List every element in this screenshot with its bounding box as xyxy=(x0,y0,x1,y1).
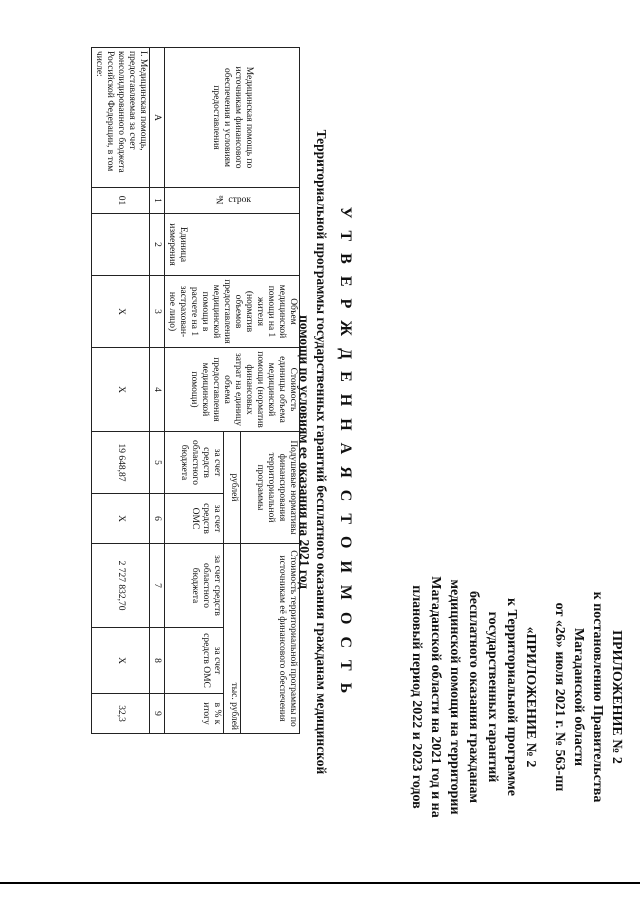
header-col-6: за счет средств ОМС xyxy=(165,494,224,544)
col-number: 4 xyxy=(150,348,165,432)
header-col-9: в % к итогу xyxy=(165,694,224,734)
row-number: 01 xyxy=(92,188,150,214)
col-number: 3 xyxy=(150,276,165,348)
header-unit-rubles: рублей xyxy=(223,432,241,544)
appendix-sub2: государственных гарантий xyxy=(485,611,500,783)
col-number: 1 xyxy=(150,188,165,214)
appendix-line2: Магаданской области xyxy=(571,627,586,767)
col-number: 9 xyxy=(150,694,165,734)
appendix-sub6: плановый период 2022 и 2023 годов xyxy=(409,585,424,809)
header-col-a: Медицинская помощь по источникам финансового обеспечения и условиям предоставления xyxy=(165,48,300,188)
row-unit xyxy=(92,214,150,276)
row-value-col8: Х xyxy=(92,628,150,694)
row-value-col3: Х xyxy=(92,276,150,348)
approved-cost-title: У Т В Е Р Ж Д Е Н Н А Я С Т О И М О С Т Ь xyxy=(337,206,354,698)
appendix-title: ПРИЛОЖЕНИЕ № 2 xyxy=(609,630,624,764)
appendix-title-2: «ПРИЛОЖЕНИЕ № 2 xyxy=(523,626,538,768)
appendix-sub3: бесплатного оказания гражданам xyxy=(466,590,481,804)
program-subtitle-line2: помощи по условиям ее оказания на 2021 год xyxy=(297,315,312,589)
header-group-7-9: Стоимость территориальной программы по источникам её финансового обеспечения xyxy=(241,544,300,734)
col-number: 8 xyxy=(150,628,165,694)
row-value-col5: 19 648,87 xyxy=(92,432,150,494)
col-number: 5 xyxy=(150,432,165,494)
header-col-2: Единица измерения xyxy=(165,214,300,276)
header-col-4: Стоимость единицы объема медицинской помощи (норматив финансовых затрат на единицу объема предоставления медицинской помощи) xyxy=(165,348,300,432)
row-value-col6: Х xyxy=(92,494,150,544)
column-number-row xyxy=(150,48,165,734)
row-value-col9: 32,3 xyxy=(92,694,150,734)
header-unit-thousand-rubles: тыс. рублей xyxy=(223,544,241,734)
spacer xyxy=(540,502,550,892)
appendix-sub4: медицинской помощи на территории xyxy=(447,579,462,815)
col-number: А xyxy=(150,48,165,188)
cost-table xyxy=(91,47,300,734)
header-row-1 xyxy=(241,48,300,734)
header-group-5-6: Подушевые нормативы финансирования территориальной программы xyxy=(241,432,300,544)
appendix-header xyxy=(407,502,626,892)
header-col-8: за счет средств ОМС xyxy=(165,628,224,694)
header-col-3: Объем медицинской помощи на 1 жителя (норматив объемов предоставления медицинской помощи в расчете на 1 застрахован-ное лицо) xyxy=(165,276,300,348)
program-subtitle-line1: Территориальной программы государственных гарантий бесплатного оказания гражданам медицинской xyxy=(314,129,329,775)
document-heading xyxy=(296,12,354,892)
header-col-7: за счет средств областного бюджета xyxy=(165,544,224,628)
col-number: 7 xyxy=(150,544,165,628)
appendix-line1: к постановлению Правительства xyxy=(590,591,605,803)
row-label: I. Медицинская помощь, предоставляемая за счет консолидированного бюджета Российской Федерации, в том числе: xyxy=(92,48,150,188)
appendix-sub1: к Территориальной программе xyxy=(504,597,519,797)
header-col-1 xyxy=(165,188,300,214)
table-row xyxy=(92,48,150,734)
rotated-document-sheet xyxy=(10,12,630,892)
header-col-5: за счет средств областного бюджета xyxy=(165,432,224,494)
appendix-sub5: Магаданской области на 2021 год и на xyxy=(428,576,443,818)
program-subtitle xyxy=(296,12,330,892)
appendix-line3: от «26» июля 2021 г. № 563-пп xyxy=(552,602,567,792)
col-number: 2 xyxy=(150,214,165,276)
col-number: 6 xyxy=(150,494,165,544)
header-col-1-text: № строк xyxy=(216,195,252,205)
row-value-col4: Х xyxy=(92,348,150,432)
row-value-col7: 2 727 832,70 xyxy=(92,544,150,628)
page-bottom-rule xyxy=(0,882,640,884)
